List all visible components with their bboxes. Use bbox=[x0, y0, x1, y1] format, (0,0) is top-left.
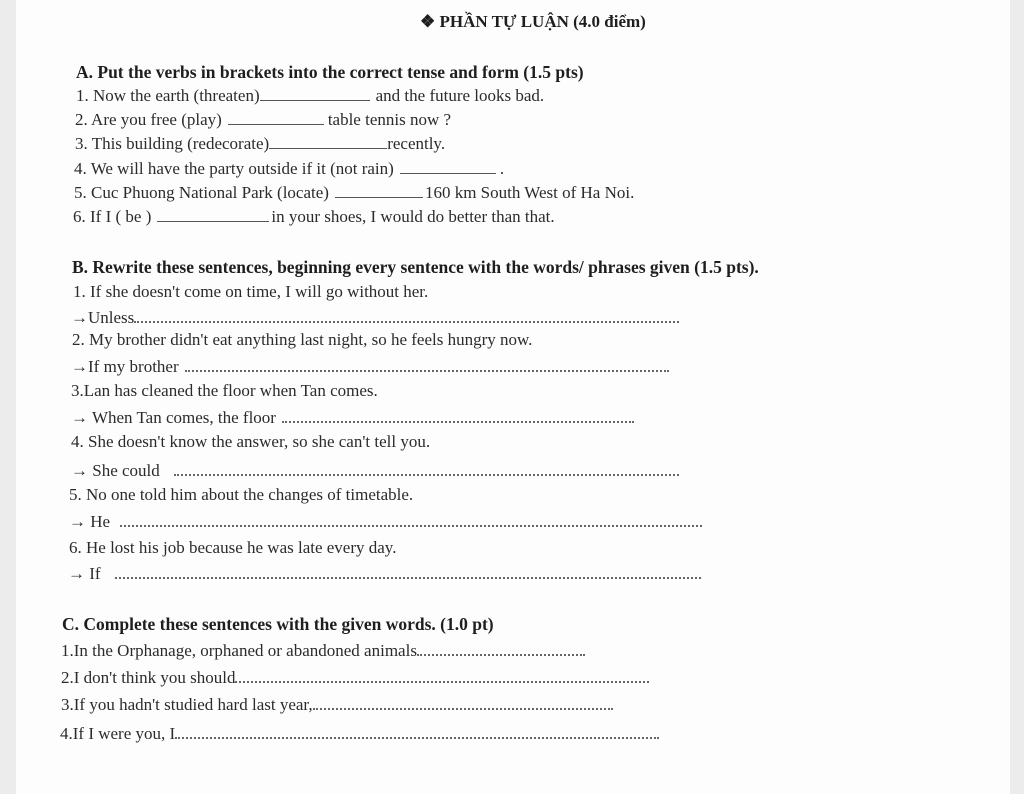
item-text: and the future looks bad. bbox=[375, 86, 545, 105]
section-b-rewrite bbox=[71, 357, 669, 377]
section-c-item bbox=[61, 641, 585, 661]
item-text: 4. We will have the party outside if it (not rain) bbox=[74, 159, 394, 178]
answer-dotted-line[interactable] bbox=[417, 641, 585, 656]
answer-blank[interactable] bbox=[228, 110, 324, 125]
item-text: 5. Cuc Phuong National Park (locate) bbox=[74, 183, 329, 202]
section-b-sentence: 2. My brother didn't eat anything last night, so he feels hungry now. bbox=[72, 330, 533, 349]
section-b-heading: B. Rewrite these sentences, beginning every sentence with the words/ phrases given (1.5 pts). bbox=[72, 257, 759, 277]
section-b-rewrite bbox=[71, 308, 679, 328]
item-text: 3.If you hadn't studied hard last year, bbox=[61, 695, 313, 714]
section-b-sentence: 4. She doesn't know the answer, so she can't tell you. bbox=[71, 432, 431, 451]
section-b-rewrite bbox=[71, 408, 634, 428]
answer-dotted-line[interactable] bbox=[174, 461, 679, 476]
rewrite-prompt: → She could bbox=[71, 461, 160, 480]
answer-blank[interactable] bbox=[400, 159, 496, 174]
answer-dotted-line[interactable] bbox=[134, 308, 679, 323]
section-b-sentence: 5. No one told him about the changes of timetable. bbox=[69, 485, 414, 504]
section-b-sentence: 6. He lost his job because he was late every day. bbox=[69, 538, 397, 557]
section-c-item bbox=[61, 695, 613, 715]
answer-dotted-line[interactable] bbox=[120, 512, 702, 527]
answer-blank[interactable] bbox=[260, 86, 370, 101]
item-text: 1. Now the earth (threaten) bbox=[76, 86, 260, 105]
item-text: 2. Are you free (play) bbox=[75, 110, 222, 129]
answer-blank[interactable] bbox=[335, 183, 423, 198]
rewrite-prompt: → He bbox=[69, 512, 111, 531]
section-c-item bbox=[60, 724, 659, 744]
item-text: 2.I don't think you should bbox=[61, 668, 236, 687]
section-b-rewrite bbox=[69, 512, 702, 532]
section-a-heading: A. Put the verbs in brackets into the correct tense and form (1.5 pts) bbox=[76, 62, 584, 82]
section-a-item bbox=[73, 207, 555, 227]
answer-blank[interactable] bbox=[269, 134, 387, 149]
item-text: 3. This building (redecorate) bbox=[75, 134, 270, 153]
section-a-item bbox=[75, 110, 451, 130]
rewrite-prompt: → If bbox=[68, 564, 101, 583]
item-text: 1.In the Orphanage, orphaned or abandoned animals bbox=[61, 641, 417, 660]
section-a-item bbox=[74, 183, 634, 203]
section-a-item bbox=[74, 159, 504, 179]
section-c-item bbox=[61, 668, 649, 688]
answer-dotted-line[interactable] bbox=[175, 724, 659, 739]
item-text: in your shoes, I would do better than that. bbox=[271, 207, 555, 226]
answer-blank[interactable] bbox=[157, 207, 269, 222]
item-text: 160 km South West of Ha Noi. bbox=[424, 183, 635, 202]
rewrite-prompt: →If my brother bbox=[71, 357, 179, 376]
answer-dotted-line[interactable] bbox=[115, 564, 701, 579]
answer-dotted-line[interactable] bbox=[282, 408, 634, 423]
item-text: recently. bbox=[387, 134, 446, 153]
item-text: . bbox=[499, 159, 505, 178]
section-b-sentence: 1. If she doesn't come on time, I will go without her. bbox=[73, 282, 429, 301]
section-c-heading: C. Complete these sentences with the given words. (1.0 pt) bbox=[62, 614, 494, 634]
answer-dotted-line[interactable] bbox=[185, 357, 669, 372]
rewrite-prompt: →Unless bbox=[71, 308, 135, 327]
section-b-rewrite bbox=[71, 461, 679, 481]
page-title: ❖ PHẦN TỰ LUẬN (4.0 điểm) bbox=[420, 12, 646, 31]
section-b-sentence: 3.Lan has cleaned the floor when Tan comes. bbox=[71, 381, 378, 400]
section-b-rewrite bbox=[68, 564, 701, 584]
section-a-item bbox=[75, 134, 445, 154]
answer-dotted-line[interactable] bbox=[313, 695, 613, 710]
item-text: 6. If I ( be ) bbox=[73, 207, 152, 226]
answer-dotted-line[interactable] bbox=[235, 668, 649, 683]
item-text: table tennis now ? bbox=[327, 110, 452, 129]
rewrite-prompt: → When Tan comes, the floor bbox=[71, 408, 276, 427]
worksheet-page bbox=[16, 0, 1010, 794]
section-a-item bbox=[76, 86, 544, 106]
item-text: 4.If I were you, I bbox=[60, 724, 176, 743]
